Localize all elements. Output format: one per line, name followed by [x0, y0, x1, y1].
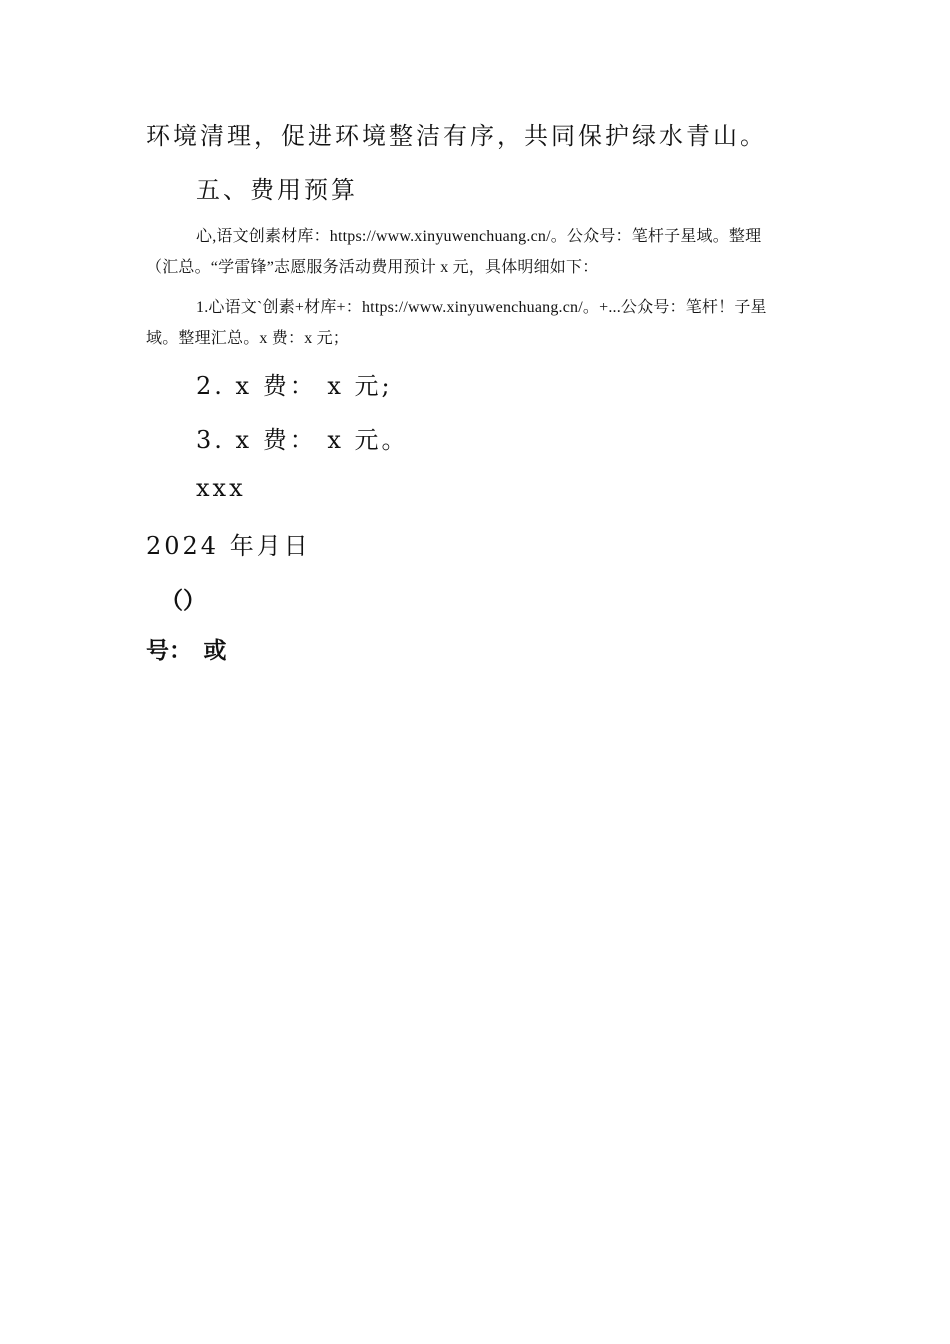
body-text-line: （汇总。“学雷锋”志愿服务活动费用预计 x 元，具体明细如下：: [146, 259, 599, 276]
body-text-line: 心,语文创素材库：https://www.xinyuwenchuang.cn/。公众号：笔杆子星域。整理: [196, 228, 762, 245]
signature: xxx: [196, 474, 246, 502]
body-text-line: 环境清理，促进环境整洁有序，共同保护绿水青山。: [146, 122, 767, 150]
footer-text: 号： 或: [146, 638, 227, 664]
list-item-3: 3. x 费： x 元。: [196, 426, 409, 454]
list-item-1-continued: 域。整理汇总。x 费：x 元；: [146, 330, 350, 347]
list-item-2: 2. x 费： x 元;: [196, 372, 393, 400]
parentheses: （）: [160, 588, 206, 614]
list-item-1: 1.心语文`创素+材库+：https://www.xinyuwenchuang.cn/。+...公众号：笔杆！子星: [196, 299, 767, 316]
date: 2024 年月日: [146, 532, 311, 560]
section-heading: 五、费用预算: [196, 176, 358, 204]
